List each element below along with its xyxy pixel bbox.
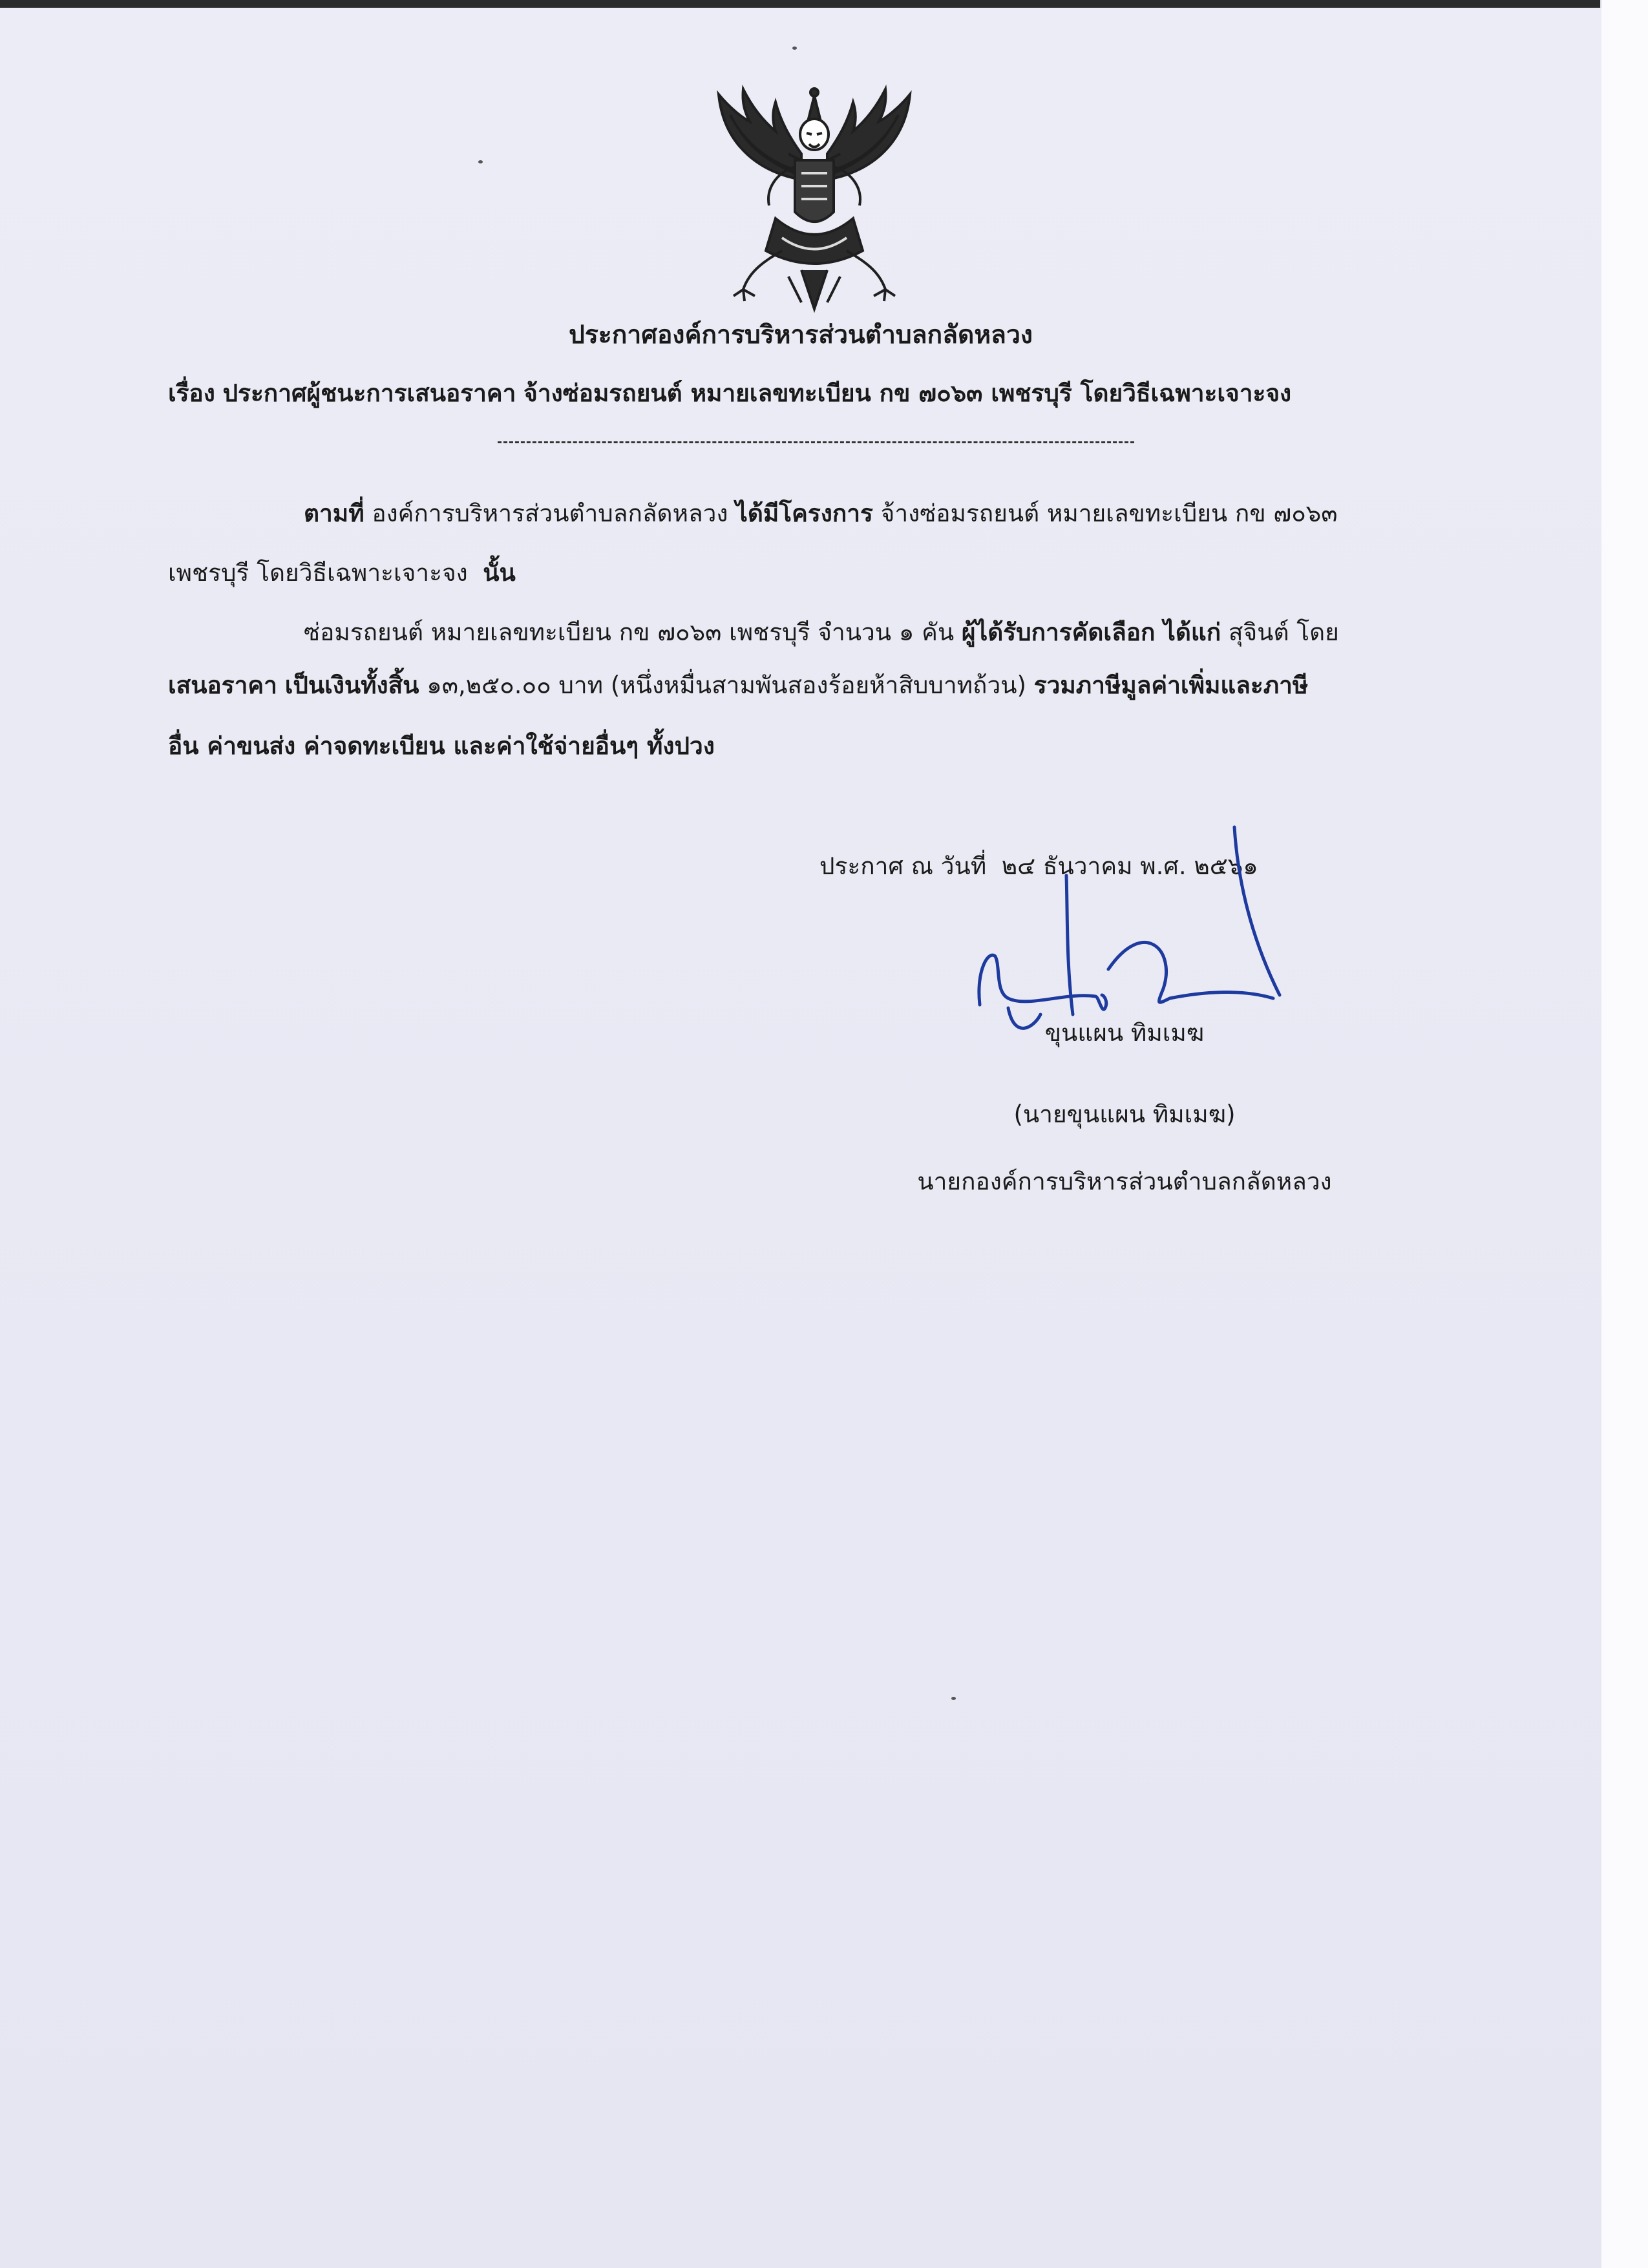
p1-org: องค์การบริหารส่วนตำบลกลัดหลวง bbox=[372, 499, 728, 527]
p1-label: ตามที่ bbox=[304, 499, 364, 527]
p2-item: ซ่อมรถยนต์ หมายเลขทะเบียน กข ๗๐๖๓ เพชรบุรี จำนวน ๑ คัน bbox=[304, 618, 955, 646]
scan-speck bbox=[792, 47, 797, 50]
p1-project: จ้างซ่อมรถยนต์ หมายเลขทะเบียน กข ๗๐๖๓ bbox=[880, 499, 1338, 527]
p1-bold: ได้มีโครงการ bbox=[735, 499, 873, 527]
paragraph-1-line-2 bbox=[168, 557, 516, 589]
date-label: ประกาศ ณ วันที่ bbox=[819, 852, 987, 880]
subject-bold: ประกาศผู้ชนะการเสนอราคา bbox=[222, 379, 516, 407]
document-subject bbox=[168, 377, 1291, 410]
p2-winner: สุจินต์ โดย bbox=[1228, 618, 1339, 646]
p1-line2: เพชรบุรี โดยวิธีเฉพาะเจาะจง bbox=[168, 559, 468, 587]
signer-full-name: (นายขุนแผน ทิมเมฆ) bbox=[1013, 1100, 1236, 1128]
scan-right-margin bbox=[1600, 0, 1648, 2268]
signature-image bbox=[969, 821, 1344, 1034]
signer-position: นายกองค์การบริหารส่วนตำบลกลัดหลวง bbox=[917, 1168, 1332, 1195]
date-value: ๒๔ ธันวาคม พ.ศ. ๒๕๖๑ bbox=[1001, 852, 1258, 880]
scan-speck bbox=[478, 160, 483, 163]
header-divider bbox=[498, 441, 1134, 443]
scan-speck bbox=[951, 1697, 956, 1700]
paragraph-2-line-2 bbox=[168, 669, 1308, 702]
document-title: ประกาศองค์การบริหารส่วนตำบลกลัดหลวง bbox=[569, 320, 1033, 350]
p2-amount: ๑๓,๒๕๐.๐๐ บาท (หนึ่งหมื่นสามพันสองร้อยห้าสิบบาทถ้วน) bbox=[427, 671, 1026, 699]
paragraph-2-line-3 bbox=[168, 730, 715, 762]
p2-total-label: เป็นเงินทั้งสิ้น bbox=[284, 671, 419, 699]
scan-top-edge bbox=[0, 0, 1601, 8]
p2-offer: เสนอราคา bbox=[168, 671, 277, 699]
paragraph-1-line-1 bbox=[304, 498, 1338, 530]
p2-bold: ผู้ได้รับการคัดเลือก ได้แก่ bbox=[961, 618, 1221, 646]
p1-end: นั้น bbox=[483, 559, 516, 587]
signer-name: ขุนแผน ทิมเมฆ bbox=[1044, 1019, 1205, 1047]
p2-line3: อื่น ค่าขนส่ง ค่าจดทะเบียน และค่าใช้จ่ายอื่นๆ ทั้งปวง bbox=[168, 732, 715, 760]
p2-vat: รวมภาษีมูลค่าเพิ่มและภาษี bbox=[1033, 671, 1309, 699]
subject-label: เรื่อง bbox=[168, 379, 215, 407]
subject-rest: จ้างซ่อมรถยนต์ หมายเลขทะเบียน กข ๗๐๖๓ เพชรบุรี โดยวิธีเฉพาะเจาะจง bbox=[523, 379, 1292, 407]
paragraph-2-line-1 bbox=[304, 616, 1339, 649]
garuda-emblem-icon bbox=[704, 83, 924, 315]
